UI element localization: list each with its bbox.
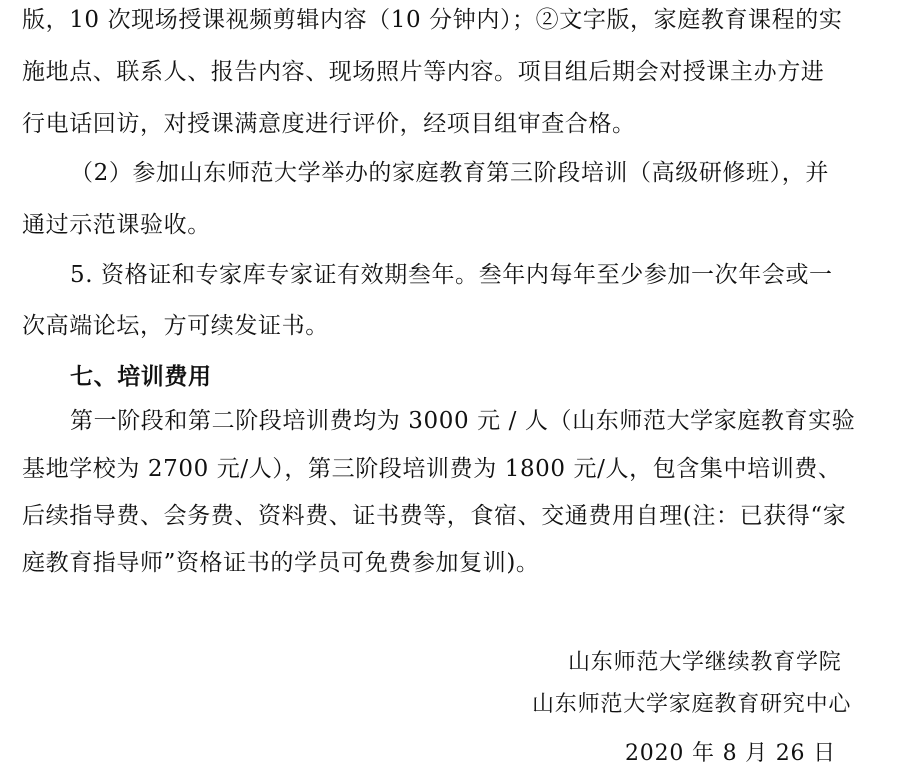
paragraph-line: 行电话回访，对授课满意度进行评价，经项目组审查合格。 <box>22 111 636 137</box>
paragraph-line: 施地点、联系人、报告内容、现场照片等内容。项目组后期会对授课主办方进 <box>22 59 825 85</box>
paragraph-line: 5. 资格证和专家库专家证有效期叁年。叁年内每年至少参加一次年会或一 <box>70 262 833 288</box>
signature-org-1: 山东师范大学继续教育学院 <box>568 650 842 675</box>
section-heading: 七、培训费用 <box>70 364 212 390</box>
paragraph-line: 通过示范课验收。 <box>22 212 211 238</box>
paragraph-line: 庭教育指导师”资格证书的学员可免费参加复训)。 <box>22 550 540 576</box>
signature-org-2: 山东师范大学家庭教育研究中心 <box>532 692 852 717</box>
signature-date: 2020 年 8 月 26 日 <box>625 741 836 766</box>
paragraph-line: 版，10 次现场授课视频剪辑内容（10 分钟内）；②文字版，家庭教育课程的实 <box>22 7 843 33</box>
paragraph-line: 基地学校为 2700 元/人），第三阶段培训费为 1800 元/人，包含集中培训费、 <box>22 456 842 482</box>
paragraph-line: 第一阶段和第二阶段培训费均为 3000 元 / 人（山东师范大学家庭教育实验 <box>70 408 856 434</box>
paragraph-line: （2）参加山东师范大学举办的家庭教育第三阶段培训（高级研修班），并 <box>70 160 829 186</box>
paragraph-line: 后续指导费、会务费、资料费、证书费等，食宿、交通费用自理(注：已获得“家 <box>22 503 847 529</box>
paragraph-line: 次高端论坛，方可续发证书。 <box>22 313 329 339</box>
